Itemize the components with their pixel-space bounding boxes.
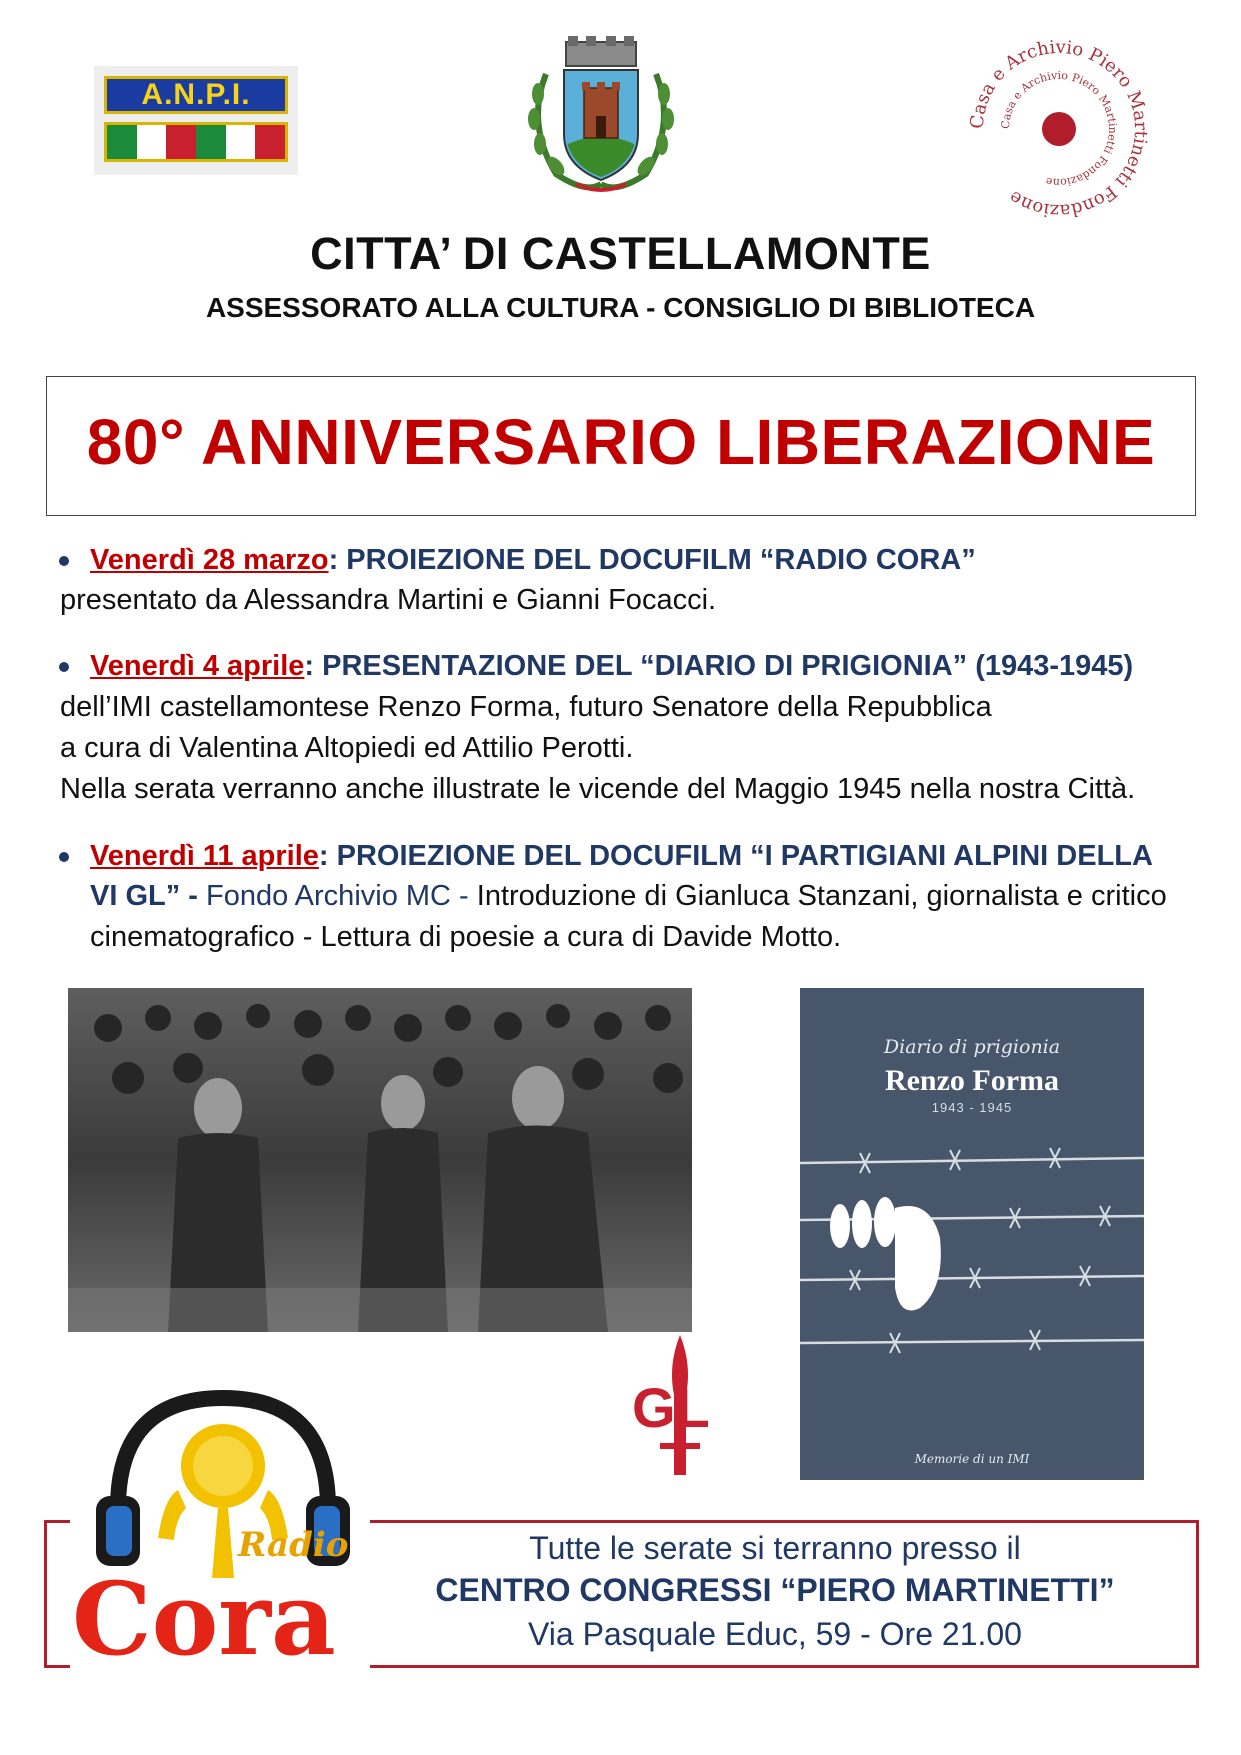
event-2-date: Venerdì 4 aprile — [90, 650, 305, 682]
event-3-title: PROIEZIONE DEL DOCUFILM “I PARTIGIANI ALPINI DELLA — [336, 840, 1153, 872]
event-2-title: PRESENTAZIONE DEL “DIARIO DI PRIGIONIA” (1943-1945) — [322, 650, 1134, 682]
barbed-wire-icon — [800, 988, 1144, 1480]
event-2-heading: Venerdì 4 aprile: PRESENTAZIONE DEL “DIARIO DI PRIGIONIA” (1943-1945) — [90, 650, 1134, 682]
event-1-date: Venerdì 28 marzo — [90, 544, 329, 576]
seal-inner-text: Casa e Archivio Piero Martinetti Fondazione — [998, 68, 1120, 190]
cora-label: Cora — [72, 1560, 336, 1668]
bullet-icon — [59, 556, 69, 566]
event-1-detail: presentato da Alessandra Martini e Gianni Focacci. — [60, 584, 717, 616]
event-1-heading: Venerdì 28 marzo: PROIEZIONE DEL DOCUFILM “RADIO CORA” — [90, 544, 976, 576]
event-3-heading: Venerdì 11 aprile: PROIEZIONE DEL DOCUFILM “I PARTIGIANI ALPINI DELLA — [90, 840, 1153, 872]
event-2-detail-2: a cura di Valentina Altopiedi ed Attilio Perotti. — [60, 732, 634, 764]
hand-icon — [830, 1197, 941, 1311]
event-2-detail-1: dell’IMI castellamontese Renzo Forma, futuro Senatore della Repubblica — [60, 691, 992, 723]
giustizia-e-liberta-logo — [630, 1335, 746, 1475]
event-2-detail-3: Nella serata verranno anche illustrate le vicende del Maggio 1945 nella nostra Città. — [60, 773, 1136, 805]
seal-outer-text: asa e Archivio Piero M netti Fondazione — [970, 40, 1148, 218]
gl-letters: GL — [632, 1376, 710, 1439]
radio-cora-logo — [68, 1378, 378, 1668]
bullet-icon — [59, 662, 69, 672]
event-3-detail-2: cinematografico - Lettura di poesie a cura di Davide Motto. — [90, 921, 842, 953]
book-author: Renzo Forma — [884, 1064, 1060, 1097]
city-title: CITTA’ DI CASTELLAMONTE — [310, 228, 931, 279]
venue-intro: Tutte le serate si terranno presso il — [529, 1530, 1021, 1566]
event-3-date: Venerdì 11 aprile — [90, 840, 319, 872]
venue-name: CENTRO CONGRESSI “PIERO MARTINETTI” — [435, 1572, 1115, 1608]
event-1-title: PROIEZIONE DEL DOCUFILM “RADIO CORA” — [346, 544, 976, 576]
event-3-detail-1: VI GL” - Fondo Archivio MC - Introduzione di Gianluca Stanzani, giornalista e critico — [90, 880, 1167, 912]
anniversary-title: 80° ANNIVERSARIO LIBERAZIONE — [86, 406, 1156, 478]
book-years: 1943 - 1945 — [931, 1100, 1013, 1115]
seal-dot-icon — [1042, 112, 1076, 146]
book-subtitle: Diario di prigionia — [883, 1036, 1061, 1058]
radio-label: Radio — [238, 1525, 349, 1565]
department-subtitle: ASSESSORATO ALLA CULTURA - CONSIGLIO DI BIBLIOTECA — [205, 292, 1036, 323]
italian-flag-icon — [104, 122, 288, 162]
book-footer: Memorie di un IMI — [914, 1452, 1030, 1466]
venue-address-time: Via Pasquale Educ, 59 - Ore 21.00 — [528, 1616, 1022, 1652]
castellamonte-crest-icon — [516, 34, 686, 196]
bullet-icon — [59, 852, 69, 862]
diario-di-prigionia-book-cover — [800, 988, 1144, 1480]
partisans-march-photo — [68, 988, 692, 1332]
fondazione-martinetti-seal — [970, 40, 1148, 218]
event-3-source: Fondo Archivio MC - — [206, 880, 477, 912]
anpi-logo-text: A.N.P.I. — [104, 76, 288, 114]
anpi-logo — [94, 66, 298, 175]
